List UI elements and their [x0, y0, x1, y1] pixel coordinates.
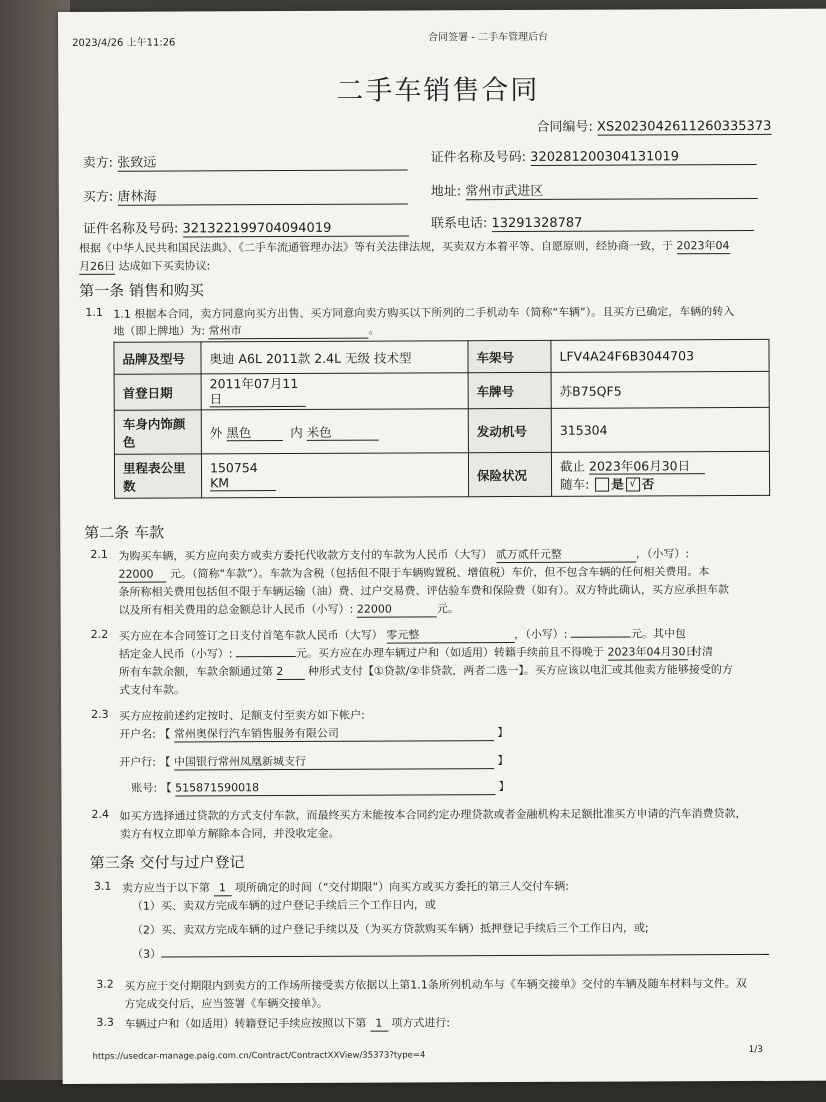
clause-3-1-item1: （1）买、卖双方完成车辆的过户登记手续后三个工作日内，或: [131, 898, 436, 913]
reg-date-value: 2011年07月11日: [210, 376, 306, 407]
clause-2-2-line1: 买方应在本合同签订之日支付首笔车款人民币（大写） 零元整 ，（小写）: 元。其中包: [118, 627, 686, 643]
color-cell: 外 黑色 内 米色: [201, 409, 468, 454]
engine-value: 315304: [551, 407, 769, 452]
footer-page-number: 1/3: [748, 1044, 764, 1055]
transfer-option: 1: [370, 1016, 388, 1032]
mileage-value: 150754 KM: [210, 460, 276, 491]
clause-1-1-line1: 1.1 根据本合同，卖方同意向买方出售、买方同意向卖方购买以下所列的二手机动车（简称“车辆”）。且买方已确定，车辆的转入: [113, 305, 735, 321]
clause-2-2-line3: 所有车款余额，车款余额通过第 2 种形式支付【①贷款/②非贷款，两者二选一】。买方应该以电汇或其他卖方能够接受的方: [118, 663, 733, 679]
print-page-title: 合同签署 - 二手车管理后台: [428, 31, 549, 44]
clause-2-3-number: 2.3: [91, 707, 109, 721]
plate-value: 苏B75QF5: [551, 371, 769, 408]
brand-label: 品牌及型号: [114, 342, 201, 374]
clause-3-3-number: 3.3: [96, 1015, 114, 1029]
with-car-no-checkbox: √: [626, 477, 640, 491]
registration-city: 常州市: [209, 323, 369, 340]
clause-2-2-number: 2.2: [90, 627, 109, 641]
clause-2-2-line2: 括定金人民币（小写）: 元。买方应在办理车辆过户和（如适用）转籍手续前且不得晚于 2023年04月30日 付清: [118, 645, 714, 661]
account-holder-row: 开户名: 【 常州奥保行汽车销售服务有限公司 】: [119, 726, 509, 741]
price-lower: 22000: [118, 567, 166, 583]
exterior-color: 黑色: [226, 425, 282, 441]
clause-3-1-line1: 卖方应当于以下第 1 项所确定的时间（“交付期限”）向买方或买方委托的第三人交付车辆:: [121, 879, 569, 895]
clause-3-1-number: 3.1: [93, 879, 112, 893]
buyer-id-row: 证件名称及号码: 321322199704094019: [83, 216, 409, 237]
vin-label: 车架号: [468, 340, 551, 372]
delivery-option: 1: [213, 880, 231, 896]
seller-name: 张致远: [117, 154, 407, 171]
insurance-until: 2023年06月30日: [589, 458, 705, 475]
clause-3-1-item3: （3）: [132, 943, 769, 962]
preamble-line1: 根据《中华人民共和国民法典》、《二手车流通管理办法》等有关法律法规，买卖双方本着平等、自愿原则，经协商一致，于 2023年04: [79, 239, 730, 255]
buyer-phone: 13291328787: [491, 215, 753, 232]
first-payment-upper: 零元整: [386, 627, 514, 644]
clause-2-2-line4: 式支付车款。: [118, 683, 185, 697]
mileage-label: 里程表公里数: [114, 454, 201, 498]
seller-id-row: 证件名称及号码: 320281200304131019: [431, 145, 757, 166]
clause-3-2-number: 3.2: [96, 977, 114, 991]
insurance-label: 保险状况: [468, 452, 551, 496]
insurance-cell: 截止 2023年06月30日 随车: 是 √ 否: [551, 451, 769, 496]
preamble-line2: 月26日 达成如下买卖协议:: [79, 259, 211, 273]
clause-2-1-line1: 为购买车辆，买方应向卖方或卖方委托代收款方支付的车款为人民币（大写） 贰万贰仟元整 ，（小写）:: [118, 547, 690, 563]
brand-value: 奥迪 A6L 2011款 2.4L 无级 技术型: [201, 341, 468, 374]
buyer-name: 唐林海: [117, 188, 407, 205]
balance-due-date: 2023年04月30日: [607, 645, 697, 659]
with-car-yes-checkbox: [595, 478, 609, 492]
section3-heading: 第三条 交付与过户登记: [89, 853, 245, 872]
clause-2-4-number: 2.4: [91, 807, 110, 821]
clause-2-1-line3: 条所称相关费用包括但不限于车辆运输（油）费、过户交易费、评估验车费和保险费（如有）。双方特此确认，买方应承担车款: [118, 583, 730, 599]
clause-2-1-line2: 22000 元。（简称“车款”）。车款为含税（包括但不限于车辆购置税、增值税）车价，但不包含车辆的任何相关费用。本: [118, 565, 710, 581]
clause-3-1-item2: （2）买、卖双方完成车辆的过户登记手续以及（为买方贷款购买车辆）抵押登记手续后三个工作日内，或;: [131, 921, 649, 937]
clause-2-1-number: 2.1: [90, 547, 108, 561]
price-total: 22000: [357, 601, 437, 617]
clause-2-3-line1: 买方应按前述约定按时、足额支付至卖方如下帐户:: [119, 708, 365, 723]
vehicle-info-table: [113, 339, 770, 499]
contract-number: 合同编号: XS2023042611260335373: [536, 118, 772, 135]
reg-date-label: 首登日期: [114, 374, 201, 410]
vin-value: LFV4A24F6B3044703: [551, 339, 769, 372]
mileage-cell: [201, 453, 468, 498]
contract-title: 二手车销售合同: [336, 74, 540, 107]
seller-row: 卖方: 张致远: [83, 150, 408, 171]
clause-3-3-line1: 车辆过户和（如适用）转籍登记手续应按照以下第 1 项方式进行:: [124, 1016, 451, 1031]
section1-heading: 第一条 销售和购买: [79, 281, 205, 300]
clause-3-2-line1: 买方应于交付期限内到卖方的工作场所接受卖方依据以上第1.1条所列机动车与《车辆交接单》交付的车辆及随车材料与文件。双: [124, 977, 747, 993]
reg-date-cell: [201, 373, 468, 410]
plate-label: 车牌号: [468, 372, 551, 408]
contract-page: [58, 9, 826, 1084]
seller-id: 320281200304131019: [530, 149, 756, 166]
payment-method: 2: [276, 664, 304, 680]
section2-heading: 第二条 车款: [84, 523, 165, 542]
color-label: 车身内饰颜色: [114, 410, 201, 454]
interior-color: 米色: [307, 424, 379, 440]
engine-label: 发动机号: [468, 408, 551, 452]
clause-1-1-line2: 地（即上牌地）为: 常州市 。: [113, 323, 380, 338]
account-holder: 常州奥保行汽车销售服务有限公司: [174, 725, 494, 742]
footer-url: https://usedcar-manage.paig.com.cn/Contract/ContractXXView/35373?type=4: [92, 1050, 426, 1062]
clause-2-4-line2: 卖方有权立即单方解除本合同，并没收定金。: [119, 826, 340, 841]
bank-row: 开户行: 【 中国银行常州凤凰新城支行 】: [119, 754, 509, 769]
buyer-row: 买方: 唐林海: [83, 184, 408, 205]
clause-3-2-line2: 方完成交付后，应当签署《车辆交接单》。: [124, 996, 328, 1011]
buyer-id: 321322199704094019: [182, 220, 408, 237]
buyer-address-row: 地址: 常州市武进区: [431, 179, 758, 200]
print-datetime: 2023/4/26 上午11:26: [72, 37, 176, 49]
bank-name: 中国银行常州凤凰新城支行: [174, 753, 494, 770]
clause-1-1-number: 1.1: [85, 305, 103, 319]
account-row: 账号: 【 515871590018 】: [131, 780, 510, 795]
account-number: 515871590018: [175, 779, 495, 796]
clause-2-4-line1: 如买方选择通过贷款的方式支付车款，而最终买方未能按本合同约定办理贷款或者金融机构未足额批准买方申请的汽车消费贷款，: [119, 807, 747, 823]
buyer-phone-row: 联系电话: 13291328787: [431, 211, 754, 232]
clause-2-1-line4: 以及所有相关费用的总金额总计人民币（小写）: 22000 元。: [118, 602, 459, 617]
price-upper: 贰万贰仟元整: [496, 546, 636, 563]
buyer-address: 常州市武进区: [465, 183, 757, 200]
